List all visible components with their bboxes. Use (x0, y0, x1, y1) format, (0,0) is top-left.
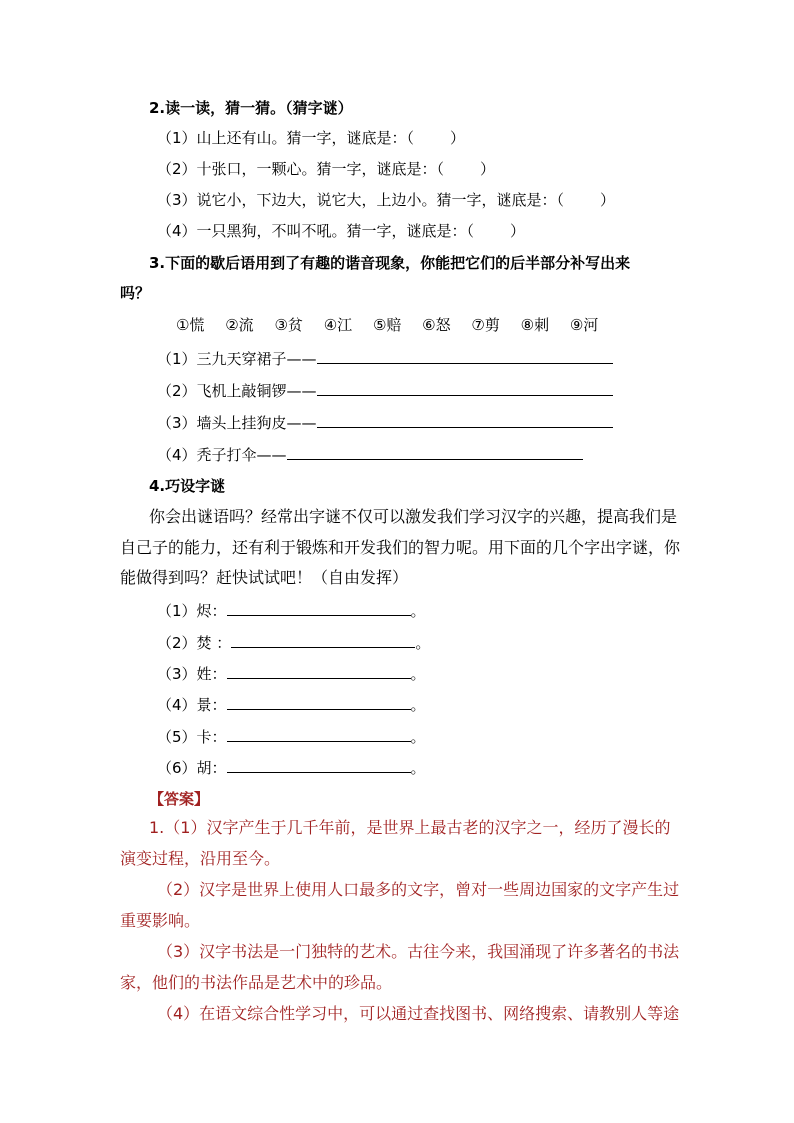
option: ⑦剪 (471, 316, 500, 334)
xiehouyu-item-4: （4）秃子打伞—— (157, 444, 583, 465)
answer-2-line2: 重要影响。 (120, 911, 201, 930)
riddle-item-4: （4）一只黑狗，不叫不吼。猜一字，谜底是：（ ） (157, 222, 526, 240)
answer-2-line1: （2）汉字是世界上使用人口最多的文字，曾对一些周边国家的文字产生过 (157, 880, 680, 899)
section-4-para-line2: 自己子的能力，还有利于锻炼和开发我们的智力呢。用下面的几个字出字谜，你 (120, 538, 681, 557)
zimi-item-1: （1）烬： 。 (157, 602, 426, 620)
answer-blank[interactable] (227, 663, 411, 679)
answer-blank[interactable] (227, 694, 411, 710)
option: ③贫 (274, 316, 303, 334)
answer-blank[interactable] (317, 412, 613, 428)
zimi-item-6: （6）胡： 。 (157, 759, 426, 777)
zimi-item-3: （3）姓： 。 (157, 665, 426, 683)
zimi-item-4: （4）景： 。 (157, 696, 426, 714)
answer-blank[interactable] (227, 600, 411, 616)
answer-3-line2: 家，他们的书法作品是艺术中的珍品。 (120, 973, 393, 992)
xiehouyu-item-3: （3）墙头上挂狗皮—— (157, 412, 613, 433)
section-3-title-line1: 3.下面的歇后语用到了有趣的谐音现象，你能把它们的后半部分补写出来 (149, 254, 631, 272)
answer-blank[interactable] (287, 444, 583, 460)
answer-blank[interactable] (227, 757, 411, 773)
option: ⑧刺 (520, 316, 550, 334)
riddle-item-1: （1）山上还有山。猜一字，谜底是：（ ） (157, 129, 466, 147)
answer-blank[interactable] (317, 380, 613, 396)
section-4-para-line3: 能做得到吗？赶快试试吧！（自由发挥） (120, 568, 409, 587)
answer-1-line2: 演变过程，沿用至今。 (120, 849, 281, 868)
section-2-title: 2.读一读，猜一猜。（猜字谜） (149, 99, 353, 117)
section-4-para-line1: 你会出谜语吗？经常出字谜不仅可以激发我们学习汉字的兴趣，提高我们是 (149, 507, 678, 526)
xiehouyu-item-2: （2）飞机上敲铜锣—— (157, 380, 613, 401)
answer-4-line1: （4）在语文综合性学习中，可以通过查找图书、网络搜索、请教别人等途 (157, 1004, 680, 1023)
xiehouyu-item-1: （1）三九天穿裙子—— (157, 348, 613, 369)
option: ④江 (323, 316, 353, 334)
option: ⑤赔 (372, 316, 402, 334)
option: ①慌 (176, 316, 205, 334)
zimi-item-2: （2）焚 ： 。 (157, 634, 431, 652)
riddle-item-3: （3）说它小，下边大，说它大，上边小。猜一字，谜底是：（ ） (157, 191, 616, 209)
answer-1-line1: 1.（1）汉字产生于几千年前，是世界上最古老的汉字之一，经历了漫长的 (149, 818, 671, 837)
option: ⑥怒 (422, 316, 451, 334)
riddle-item-2: （2）十张口，一颗心。猜一字，谜底是：（ ） (157, 160, 496, 178)
option: ⑨河 (569, 316, 599, 334)
section-4-title: 4.巧设字谜 (149, 477, 226, 495)
options-row (176, 315, 614, 335)
section-3-title-line2: 吗？ (120, 284, 151, 302)
zimi-item-5: （5）卡： 。 (157, 728, 426, 746)
answer-3-line1: （3）汉字书法是一门独特的艺术。古往今来，我国涌现了许多著名的书法 (157, 942, 680, 961)
answer-heading: 【答案】 (149, 790, 210, 808)
answer-blank[interactable] (317, 348, 613, 364)
answer-blank[interactable] (227, 726, 411, 742)
answer-blank[interactable] (231, 632, 415, 648)
option: ②流 (225, 316, 254, 334)
